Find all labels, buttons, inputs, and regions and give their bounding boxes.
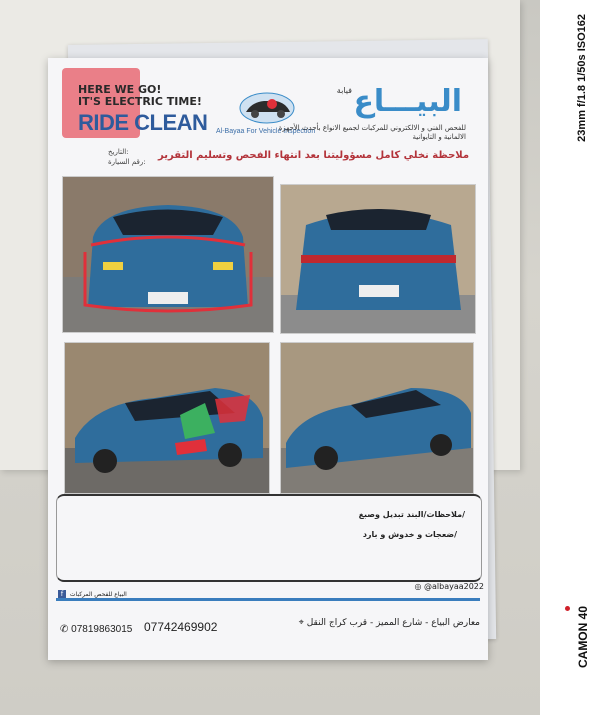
liability-notice: ملاحظة نخلي كامل مسؤوليتنا بعد انتهاء الفحص وتسليم التقرير (158, 150, 470, 161)
camera-brand-dot-icon (565, 606, 570, 611)
plate-field-label: رقم السيارة: (108, 158, 146, 166)
car-photo-front (62, 176, 274, 333)
facebook-icon: f (58, 590, 66, 598)
instagram-handle (414, 582, 484, 591)
brand-name-ar: البيـــاع (353, 84, 462, 119)
phone-number-primary-text: 07819863015 (71, 624, 133, 635)
footer-divider (56, 598, 480, 601)
car-photo-rear (280, 184, 476, 334)
instagram-handle-text: @albayaa2022 (423, 582, 484, 591)
ride-clean-slogan: RIDE CLEAN (78, 110, 208, 135)
camera-watermark-panel (540, 0, 600, 715)
brand-name-ar-small: فيابة (336, 86, 352, 95)
car-photo-side-left (64, 342, 270, 494)
notes-title: ملاحظات/البند تبديل وصبغ/ (358, 510, 465, 519)
location-icon: ⌖ (298, 618, 304, 628)
car-logo-icon (238, 90, 296, 126)
slogan-line2: IT'S ELECTRIC TIME! (78, 95, 202, 108)
phone-icon: ✆ (60, 624, 69, 635)
business-address-text: معارض البياع - شارع المميز - قرب كراج النقل (306, 618, 480, 628)
camera-model-text: CAMON 40 (576, 606, 590, 669)
facebook-page-text: البياع للفحص المركبات (69, 591, 127, 598)
camera-exif-text: 23mm f/1.8 1/50s ISO162 (576, 14, 588, 142)
inspection-report (48, 58, 488, 660)
car-photo-side-right (280, 342, 474, 494)
slogan-line1: HERE WE GO! (78, 83, 162, 96)
brand-tagline: للفحص الفني و الالكتروني للمركبات لجميع الانواع بأحدث الأجهزة الالمانية و التايوانية (278, 124, 466, 141)
facebook-page (58, 590, 127, 598)
instagram-icon: ◎ (414, 582, 422, 591)
business-address (299, 618, 480, 628)
notes-body: ضعجات و خدوش و بارد/ (362, 530, 457, 539)
date-field-label: التاريخ: (108, 148, 129, 156)
phone-number-secondary: 07742469902 (144, 620, 218, 634)
notes-section (56, 494, 482, 582)
header-slogan (78, 84, 207, 136)
brand-name-en: Al-Bayaa For Vehicle Inspection (216, 128, 316, 135)
phone-number-primary (60, 624, 132, 635)
car-photo-grid (60, 176, 480, 498)
